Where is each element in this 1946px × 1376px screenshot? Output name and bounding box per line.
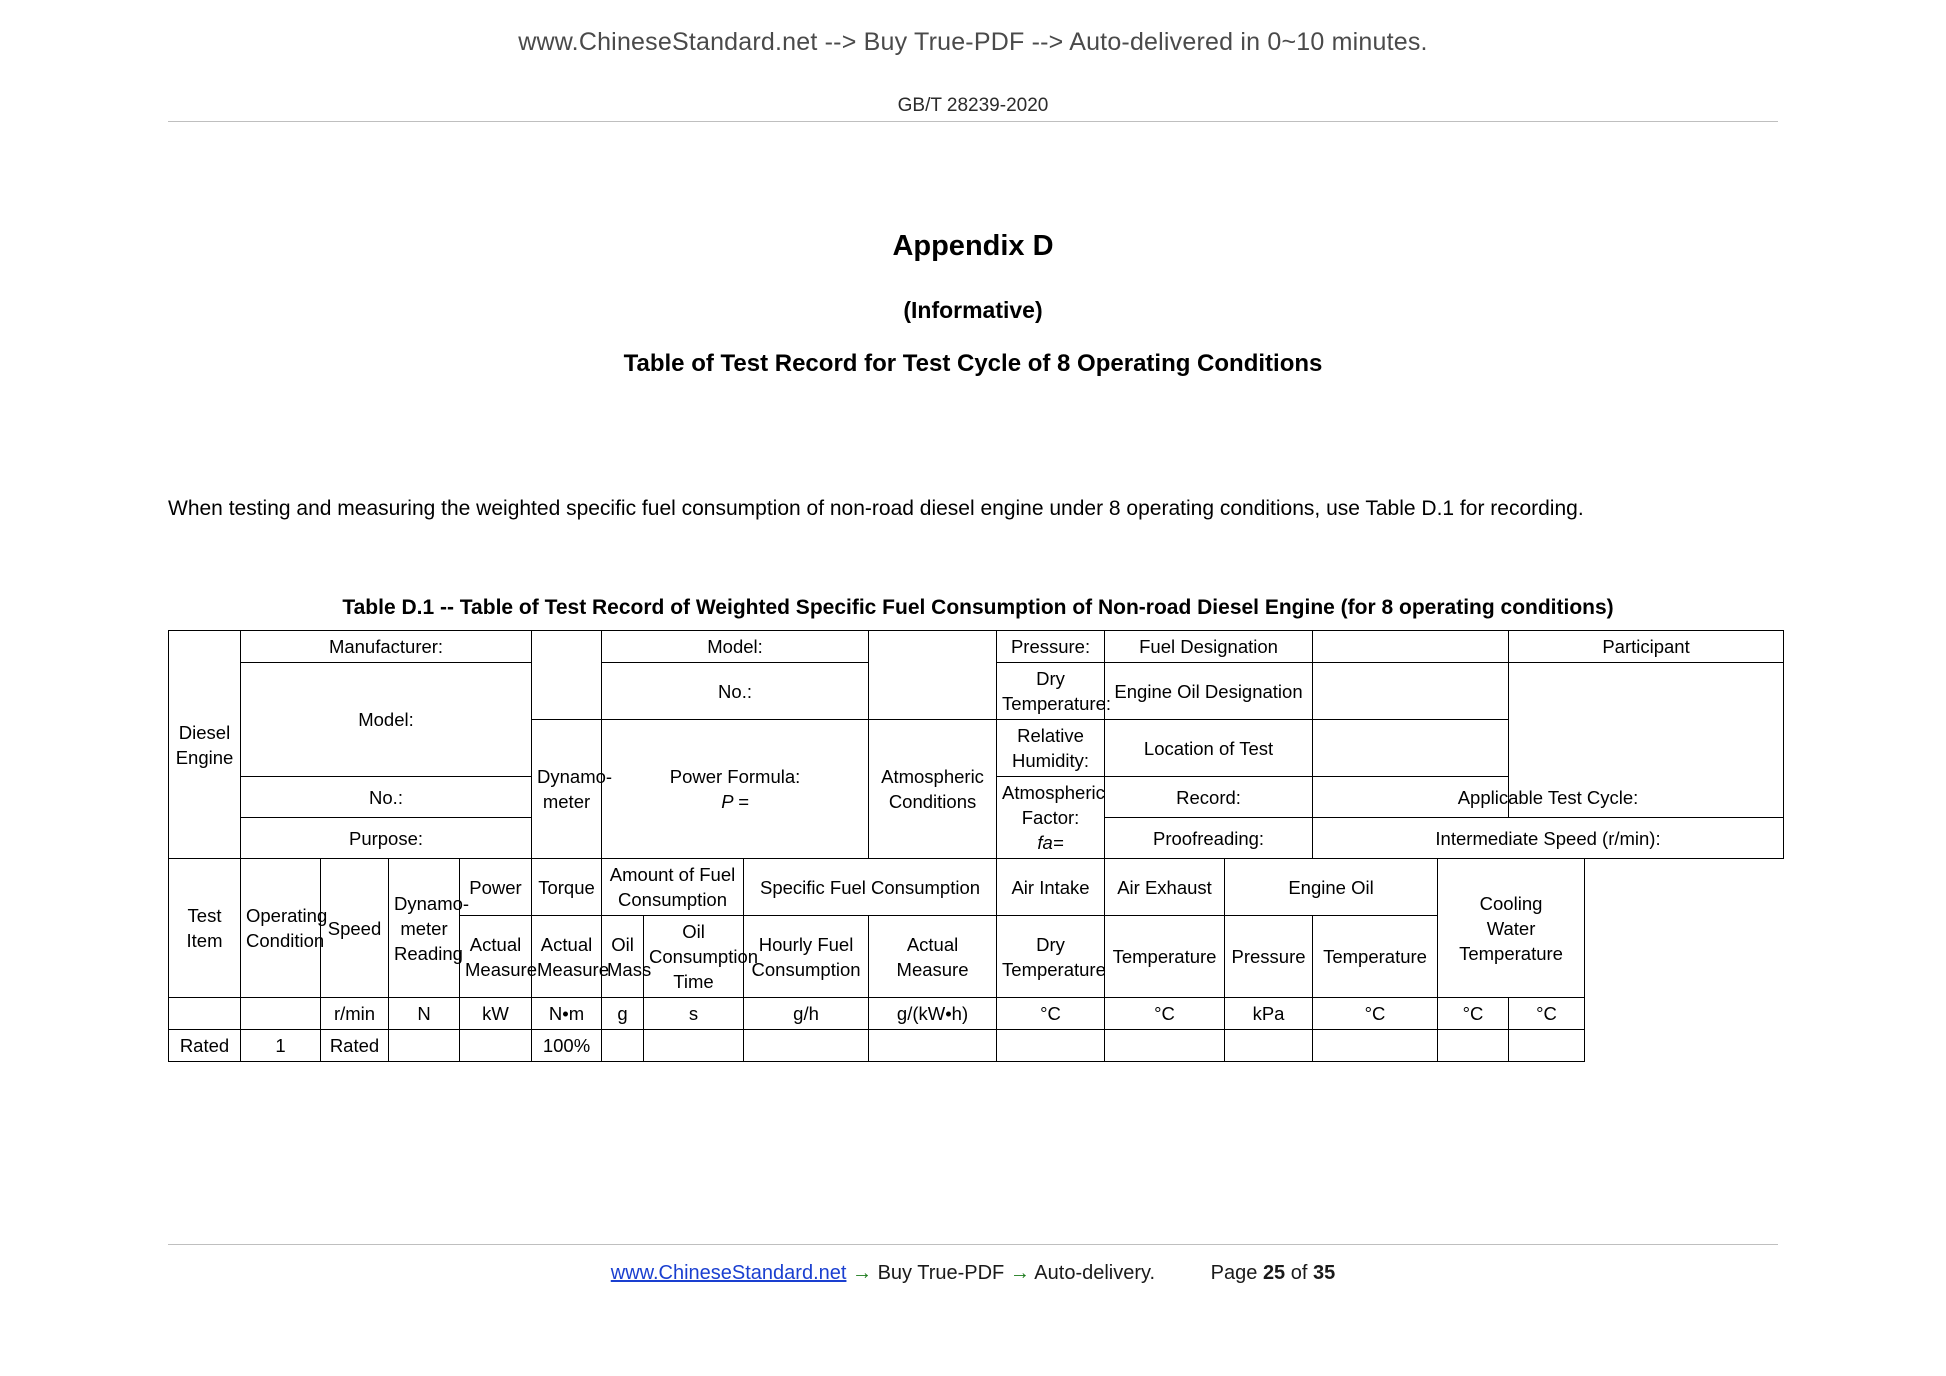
col-engine-oil-temperature: Temperature — [1313, 916, 1438, 998]
arrow-right-icon: → — [852, 1262, 878, 1284]
footer-page-number: 25 — [1262, 1262, 1286, 1284]
page-footer — [0, 1262, 1946, 1285]
table-units-row — [169, 998, 1784, 1030]
unit-operating-condition — [241, 998, 321, 1030]
intermediate-speed-field[interactable]: Intermediate Speed (r/min): — [1313, 818, 1784, 859]
atmospheric-conditions-label: Atmospheric Conditions — [869, 720, 997, 859]
engine-no-field[interactable]: No.: — [241, 777, 532, 818]
footer-divider — [168, 1244, 1778, 1245]
fuel-designation-value[interactable] — [1313, 631, 1509, 663]
unit-speed: r/min — [321, 998, 389, 1030]
appendix-subtitle: Table of Test Record for Test Cycle of 8 Operating Conditions — [623, 350, 1323, 377]
col-torque: Torque — [532, 859, 602, 916]
pressure-field[interactable]: Pressure: — [997, 631, 1105, 663]
footer-buy-label: Buy True-PDF — [877, 1262, 1005, 1284]
top-watermark: www.ChineseStandard.net --> Buy True-PDF --> Auto-delivered in 0~10 minutes. — [518, 28, 1428, 56]
purpose-field[interactable]: Purpose: — [241, 818, 532, 859]
cell-test-item[interactable]: Rated — [169, 1030, 241, 1062]
col-air-exhaust-temperature: Temperature — [1105, 916, 1225, 998]
location-of-test-value[interactable] — [1313, 720, 1509, 777]
cell-oil-time[interactable] — [644, 1030, 744, 1062]
unit-torque: N•m — [532, 998, 602, 1030]
footer-delivery-label: Auto-delivery. — [1034, 1262, 1156, 1284]
footer-page-label: Page — [1210, 1262, 1258, 1284]
atmospheric-spacer-top — [869, 631, 997, 720]
footer-total-pages: 35 — [1313, 1262, 1336, 1284]
table-header-row-1 — [169, 859, 1784, 916]
cell-oil-temperature[interactable] — [1313, 1030, 1438, 1062]
col-amount-fuel-consumption: Amount of Fuel Consumption — [602, 859, 744, 916]
table-info-row-1 — [169, 631, 1784, 663]
unit-hourly-fuel: g/h — [744, 998, 869, 1030]
col-oil-consumption-time: Oil Consumption Time — [644, 916, 744, 998]
col-hourly-fuel-consumption: Hourly Fuel Consumption — [744, 916, 869, 998]
cell-air-intake[interactable] — [997, 1030, 1105, 1062]
cell-hourly-fuel[interactable] — [744, 1030, 869, 1062]
appendix-informative-label: (Informative) — [903, 297, 1043, 323]
unit-air-intake: °C — [997, 998, 1105, 1030]
applicable-test-cycle-field[interactable]: Applicable Test Cycle: — [1313, 777, 1784, 818]
cell-oil-mass[interactable] — [602, 1030, 644, 1062]
proofreading-field[interactable]: Proofreading: — [1105, 818, 1313, 859]
dynamometer-label: Dynamo- meter — [532, 720, 602, 859]
unit-dynamometer-reading: N — [389, 998, 460, 1030]
record-field[interactable]: Record: — [1105, 777, 1313, 818]
col-engine-oil: Engine Oil — [1225, 859, 1438, 916]
col-air-exhaust: Air Exhaust — [1105, 859, 1225, 916]
unit-power: kW — [460, 998, 532, 1030]
cell-operating-condition[interactable]: 1 — [241, 1030, 321, 1062]
unit-air-exhaust: °C — [1105, 998, 1225, 1030]
atmospheric-factor-field[interactable]: Atmospheric Factor: fa= — [997, 777, 1105, 859]
unit-cw-out: °C — [1509, 998, 1585, 1030]
cell-cw-in[interactable] — [1438, 1030, 1509, 1062]
table-row — [169, 1030, 1784, 1062]
manufacturer-field[interactable]: Manufacturer: — [241, 631, 532, 663]
unit-sfc: g/(kW•h) — [869, 998, 997, 1030]
dyn-model-field[interactable]: Model: — [602, 631, 869, 663]
cell-power[interactable] — [460, 1030, 532, 1062]
col-power-actual-measure: Actual Measure — [460, 916, 532, 998]
dynamometer-spacer-top — [532, 631, 602, 720]
unit-test-item — [169, 998, 241, 1030]
participant-label: Participant — [1509, 631, 1784, 663]
table-caption: Table D.1 -- Table of Test Record of Weighted Specific Fuel Consumption of Non-road Diesel Engine (for 8 operating conditions) — [342, 596, 1614, 619]
body-paragraph: When testing and measuring the weighted specific fuel consumption of non-road diesel engine under 8 operating conditions, use Table D.1 for recording. — [168, 497, 1584, 520]
unit-oil-pressure: kPa — [1225, 998, 1313, 1030]
engine-model-field[interactable]: Model: — [241, 663, 532, 777]
diesel-engine-label: Diesel Engine — [169, 631, 241, 859]
cell-air-exhaust[interactable] — [1105, 1030, 1225, 1062]
engine-oil-designation-value[interactable] — [1313, 663, 1509, 720]
footer-of-label: of — [1290, 1262, 1308, 1284]
col-operating-condition: Operating Condition — [241, 859, 321, 998]
cell-sfc[interactable] — [869, 1030, 997, 1062]
cell-speed[interactable]: Rated — [321, 1030, 389, 1062]
dyn-no-field[interactable]: No.: — [602, 663, 869, 720]
col-cooling-water-temperature: Cooling Water Temperature — [1438, 859, 1585, 998]
cell-oil-pressure[interactable] — [1225, 1030, 1313, 1062]
power-formula-field[interactable]: Power Formula: P = — [602, 720, 869, 859]
cell-dynamometer-reading[interactable] — [389, 1030, 460, 1062]
col-sfc-actual-measure: Actual Measure — [869, 916, 997, 998]
cell-torque[interactable]: 100% — [532, 1030, 602, 1062]
header-divider — [168, 121, 1778, 122]
col-dynamometer-reading: Dynamo- meter Reading — [389, 859, 460, 998]
page-title: Appendix D — [892, 230, 1054, 262]
test-record-table — [168, 630, 1784, 1062]
relative-humidity-field[interactable]: Relative Humidity: — [997, 720, 1105, 777]
atmospheric-factor-symbol: fa= — [1037, 832, 1064, 853]
document-standard-code: GB/T 28239-2020 — [897, 95, 1049, 116]
engine-oil-designation-label: Engine Oil Designation — [1105, 663, 1313, 720]
col-air-intake: Air Intake — [997, 859, 1105, 916]
arrow-right-icon-2: → — [1009, 1262, 1035, 1284]
footer-site-link[interactable]: www.ChineseStandard.net — [610, 1262, 847, 1284]
col-torque-actual-measure: Actual Measure — [532, 916, 602, 998]
unit-oil-mass: g — [602, 998, 644, 1030]
unit-oil-temperature: °C — [1313, 998, 1438, 1030]
unit-oil-time: s — [644, 998, 744, 1030]
dry-temperature-field[interactable]: Dry Temperature: — [997, 663, 1105, 720]
col-test-item: Test Item — [169, 859, 241, 998]
cell-cw-out[interactable] — [1509, 1030, 1585, 1062]
col-speed: Speed — [321, 859, 389, 998]
location-of-test-label: Location of Test — [1105, 720, 1313, 777]
col-oil-mass: Oil Mass — [602, 916, 644, 998]
col-specific-fuel-consumption: Specific Fuel Consumption — [744, 859, 997, 916]
unit-cw-in: °C — [1438, 998, 1509, 1030]
col-engine-oil-pressure: Pressure — [1225, 916, 1313, 998]
col-power: Power — [460, 859, 532, 916]
fuel-designation-label: Fuel Designation — [1105, 631, 1313, 663]
col-air-intake-dry-temperature: Dry Temperature — [997, 916, 1105, 998]
